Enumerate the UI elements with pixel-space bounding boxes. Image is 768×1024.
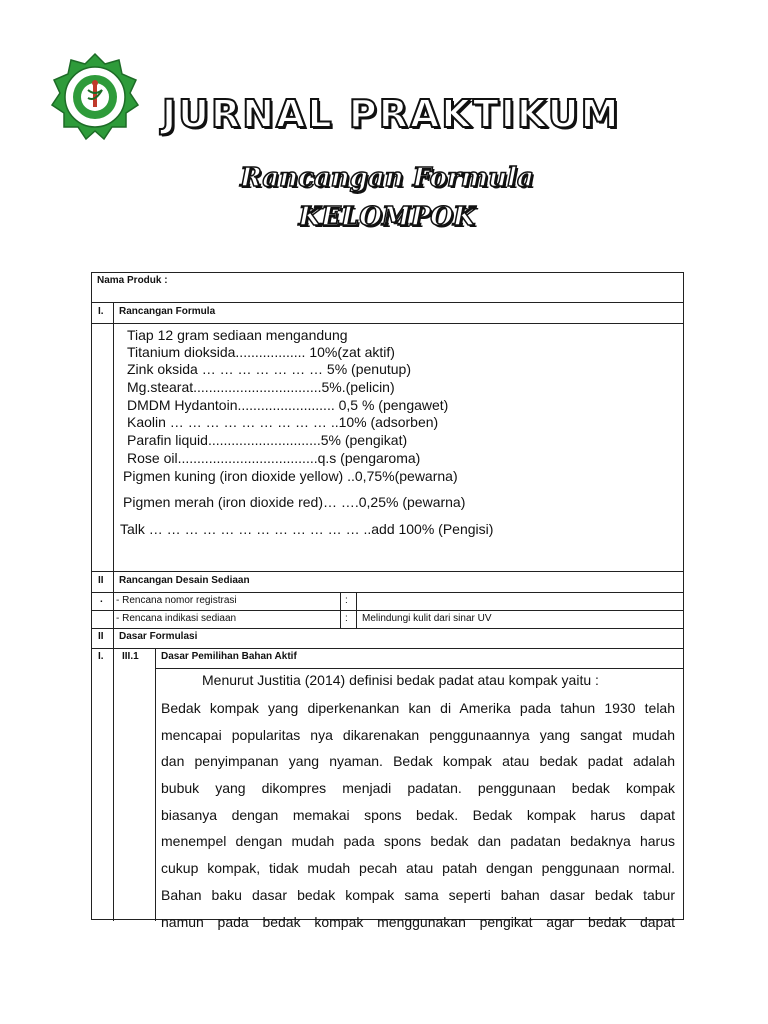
section-1-number: I. [98, 306, 104, 317]
page-title: JURNAL PRAKTIKUM [162, 92, 621, 136]
row-registrasi [92, 593, 683, 611]
paragraph-line: Bahan baku dasar bedak kompak sama seperti bahan dasar bedak tabur [161, 886, 675, 903]
formula-line: Pigmen merah (iron dioxide red)… ….0,25% (pewarna) [123, 494, 466, 510]
row-section-3 [92, 629, 683, 649]
paragraph-line: biasanya dengan memakai spons bedak. Bedak kompak harus dapat [161, 806, 675, 823]
indikasi-value: Melindungi kulit dari sinar UV [362, 613, 492, 624]
formula-line: Kaolin … … … … … … … … … ..10% (adsorben) [127, 414, 439, 430]
section-3-title: Dasar Formulasi [119, 631, 198, 642]
formula-line: Parafin liquid.............................5% (pengikat) [127, 432, 408, 448]
paragraph-line: menempel dengan mudah pada spons bedak dan padatan bedaknya harus [161, 833, 675, 850]
subtitle-formula: Rancangan Formula [240, 163, 534, 193]
subsection-title: Dasar Pemilihan Bahan Aktif [161, 651, 297, 662]
indikasi-label: - Rencana indikasi sediaan [116, 613, 237, 624]
section-2-dot: . [100, 594, 103, 605]
nama-produk-label: Nama Produk : [97, 275, 168, 286]
registrasi-separator: : [345, 595, 348, 606]
row-formula-content [92, 324, 683, 572]
row-section-2 [92, 572, 683, 593]
formula-line: Talk … … … … … … … … … … … … ..add 100% (Pengisi) [120, 521, 494, 537]
section-2-number: II [98, 575, 104, 586]
paragraph-line: dan penyimpanan yang nyaman. Bedak kompak atau bedak padat adalah [161, 753, 675, 770]
row-section-1 [92, 303, 683, 324]
paragraph-line: cukup kompak, tidak mudah pecah atau patah dengan penggunaan normal. [161, 860, 675, 877]
registrasi-label: - Rencana nomor registrasi [116, 595, 237, 606]
section-2-title: Rancangan Desain Sediaan [119, 575, 250, 586]
formula-line: Zink oksida … … … … … … … 5% (penutup) [127, 361, 411, 377]
subtitle-kelompok: KELOMPOK [298, 202, 476, 232]
paragraph-line: namun pada bedak kompak menggunakan pengikat agar bedak dapat [161, 913, 675, 930]
formula-line: Tiap 12 gram sediaan mengandung [127, 327, 348, 343]
row-indikasi [92, 611, 683, 629]
formula-line: Pigmen kuning (iron dioxide yellow) ..0,75%(pewarna) [123, 468, 458, 484]
section-1-title: Rancangan Formula [119, 306, 216, 317]
indikasi-separator: : [345, 613, 348, 624]
form-table [91, 272, 684, 930]
section-3-number: II [98, 631, 104, 642]
institution-logo [48, 52, 142, 142]
paragraph-line: bubuk yang dikompres menjadi padatan. penggunaan bedak kompak [161, 780, 675, 797]
formula-line: Titanium dioksida.................. 10%(zat aktif) [127, 344, 395, 360]
row-subsection-3-1 [92, 649, 683, 930]
paragraph-line: mencapai popularitas nya dikarenakan penggunaannya yang sangat mudah [161, 726, 675, 743]
body-paragraph [161, 695, 675, 935]
row-nama-produk [92, 273, 683, 303]
subsection-number: III.1 [122, 651, 139, 662]
formula-line: Mg.stearat.................................5%.(pelicin) [127, 379, 395, 395]
formula-line: Rose oil....................................q.s (pengaroma) [127, 450, 421, 466]
intro-text: Menurut Justitia (2014) definisi bedak padat atau kompak yaitu : [202, 672, 599, 688]
section-3-number-suffix: I. [98, 651, 104, 662]
formula-line: DMDM Hydantoin......................... 0,5 % (pengawet) [127, 397, 449, 413]
paragraph-line: Bedak kompak yang diperkenankan kan di Amerika pada tahun 1930 telah [161, 700, 675, 716]
